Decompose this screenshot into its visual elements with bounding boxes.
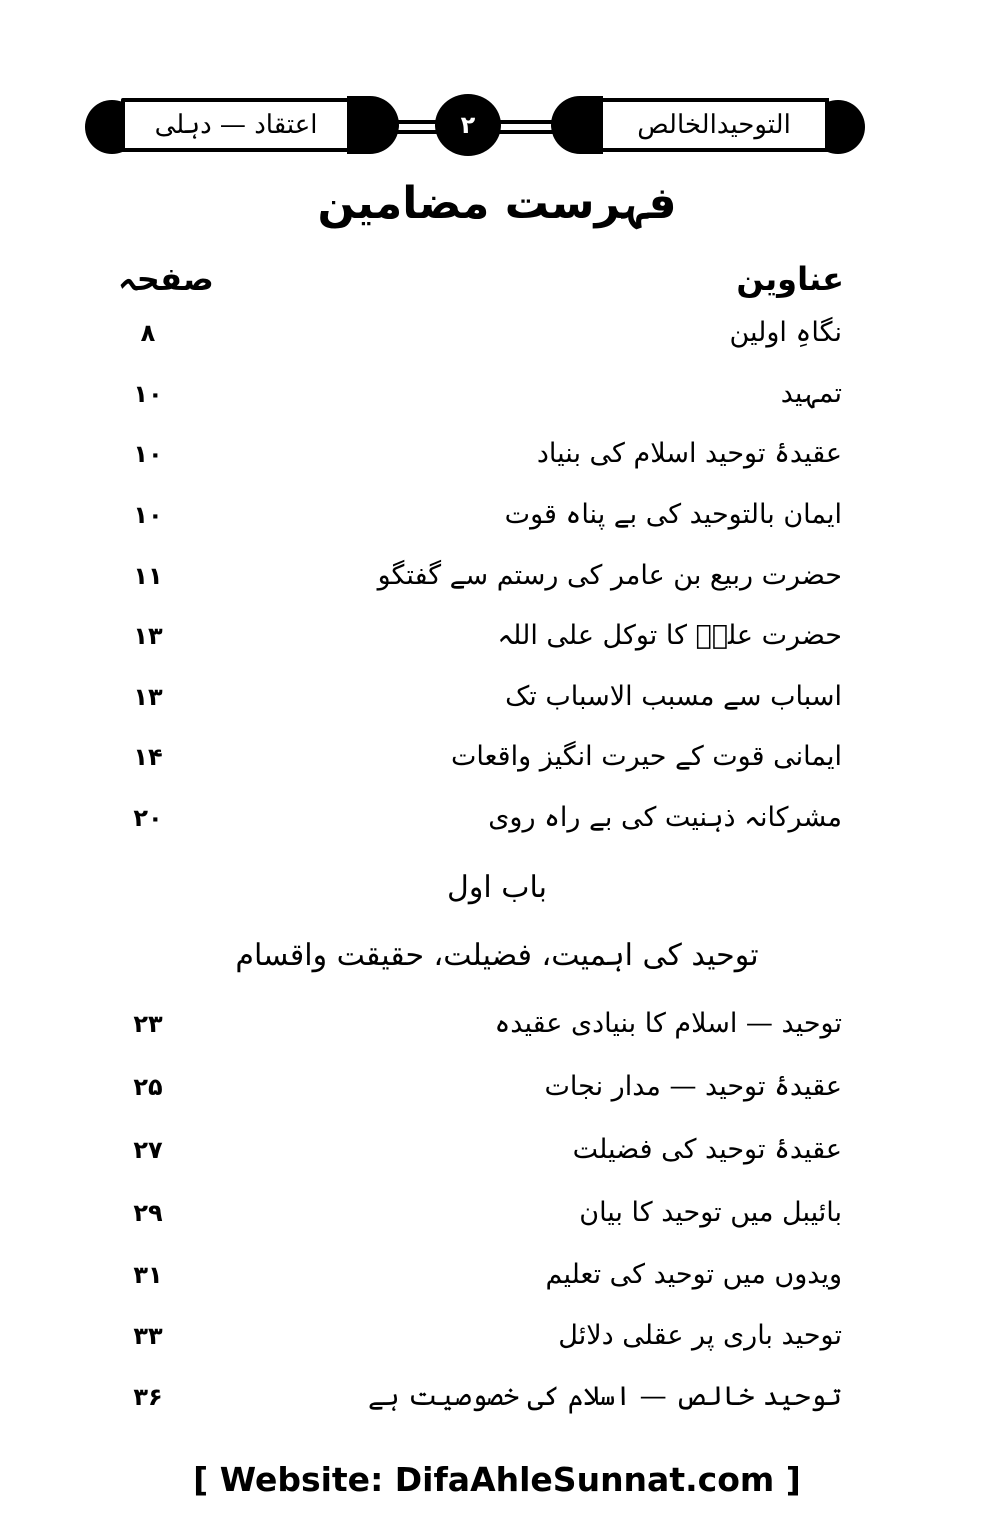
toc-entry-title: عقیدۂ توحید اسلام کی بنیاد (536, 438, 842, 469)
header-ornament-right (551, 96, 603, 154)
toc-entry-page: ۲۳ (133, 1010, 163, 1038)
toc-entry-page: ۱۳ (133, 683, 163, 711)
toc-entry-page: ۳۳ (133, 1322, 163, 1350)
toc-entry-page: ۲۵ (133, 1073, 163, 1101)
toc-entry-page: ۱۳ (133, 622, 163, 650)
toc-entry-page: ۱۰ (133, 440, 163, 468)
toc-entry-title: بائیبل میں توحید کا بیان (579, 1197, 842, 1228)
toc-entry (0, 1193, 994, 1233)
toc-entry-page: ۱۰ (133, 501, 163, 529)
chapter-subtitle: توحید کی اہمیت، فضیلت، حقیقت واقسام (235, 938, 759, 973)
toc-entry-title: توحید خالص — اسلام کی خصوصیت ہے (367, 1381, 842, 1412)
toc-entry-title: ویدوں میں توحید کی تعلیم (545, 1259, 842, 1290)
toc-entry-title: ایمانی قوت کے حیرت انگیز واقعات (451, 741, 842, 772)
toc-entry-title: مشرکانہ ذہنیت کی بے راہ روی (488, 802, 842, 833)
toc-entry (0, 495, 994, 535)
header-book-title: التوحیدالخالص (599, 98, 829, 152)
page-header (85, 96, 865, 158)
toc-entry-title: عقیدۂ توحید کی فضیلت (572, 1134, 842, 1165)
toc-entry-title: نگاہِ اولین (729, 317, 842, 348)
header-ornament-left (347, 96, 399, 154)
toc-entry (0, 1316, 994, 1356)
header-left-label: اعتقاد — دہلی (121, 98, 351, 152)
toc-entry (0, 677, 994, 717)
column-heading-topics: عناوین (736, 260, 844, 298)
toc-entry-page: ۲۹ (133, 1199, 163, 1227)
toc-entry (0, 1377, 994, 1417)
toc-entry-page: ۸ (140, 319, 156, 347)
toc-entry (0, 737, 994, 777)
toc-entry (0, 1067, 994, 1107)
website-footer: [ Website: DifaAhleSunnat.com ] (193, 1460, 801, 1499)
toc-entry-page: ۱۰ (133, 380, 163, 408)
toc-entry (0, 798, 994, 838)
toc-entry-title: توحید باری پر عقلی دلائل (558, 1320, 842, 1351)
toc-entry-page: ۲۷ (133, 1136, 163, 1164)
toc-entry (0, 616, 994, 656)
page-number: ۲ (435, 94, 501, 156)
toc-entry-page: ۳۱ (133, 1261, 163, 1289)
toc-entry-title: تمہید (780, 378, 842, 409)
toc-entry-page: ۲۰ (133, 804, 163, 832)
toc-entry-title: حضرت ربیع بن عامر کی رستم سے گفتگو (377, 560, 842, 591)
toc-entry-page: ۱۴ (133, 743, 163, 771)
toc-entry-title: اسباب سے مسبب الاسباب تک (505, 681, 842, 712)
toc-entry-page: ۱۱ (133, 562, 163, 590)
toc-entry (0, 556, 994, 596)
toc-entry (0, 313, 994, 353)
toc-entry (0, 1255, 994, 1295)
toc-entry-title: ایمان بالتوحید کی بے پناہ قوت (504, 499, 842, 530)
toc-entry-title: توحید — اسلام کا بنیادی عقیدہ (494, 1008, 842, 1039)
page-title: فہرست مضامین (317, 178, 677, 229)
toc-entry (0, 374, 994, 414)
toc-entry-page: ۳۶ (133, 1383, 163, 1411)
toc-entry-title: عقیدۂ توحید — مدار نجات (544, 1071, 842, 1102)
chapter-heading: باب اول (447, 870, 547, 905)
toc-entry (0, 434, 994, 474)
toc-entry-title: حضرت علیؓ کا توکل علی اللہ (497, 620, 842, 651)
toc-entry (0, 1130, 994, 1170)
column-heading-page: صفحہ (118, 260, 214, 298)
toc-entry (0, 1004, 994, 1044)
